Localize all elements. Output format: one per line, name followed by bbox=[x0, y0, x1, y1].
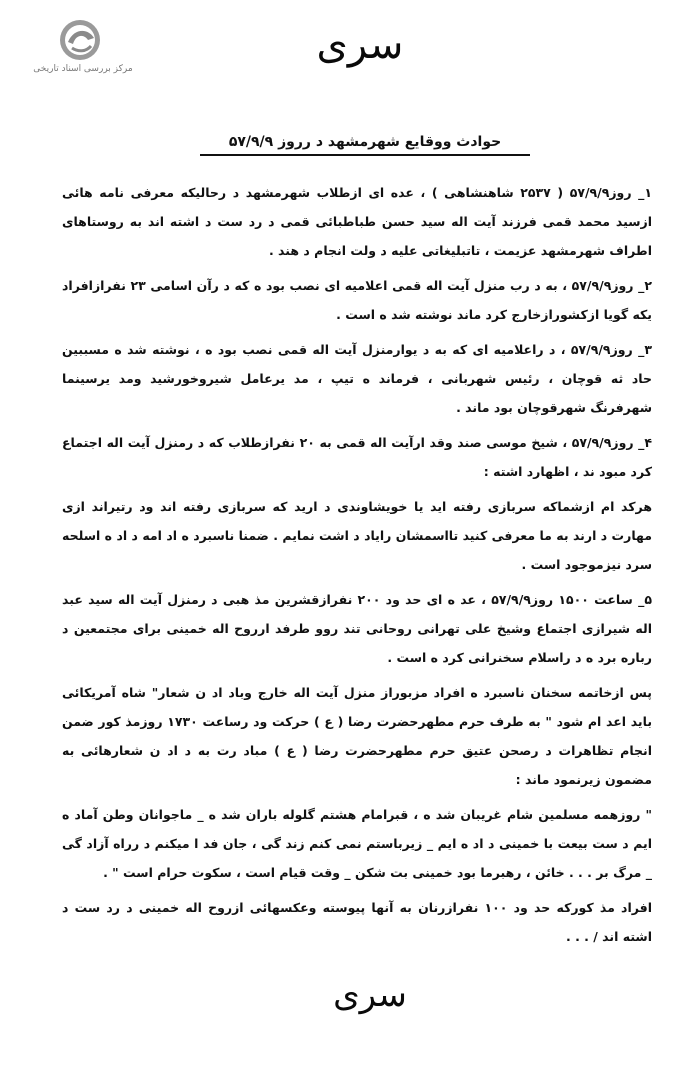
paragraph-3: ۳_ روز۵۷/۹/۹ ، د راعلامیه ای که به د یوارمنزل آیت اله قمی نصب بود ه ، نوشته شد ه مسببین حاد ثه قوچان ، رئیس شهربانی ، فرماند ه تیپ ، مد یرعامل شیروخورشید ومد یرسینما شهرفرنگ شهرقوچان بود ماند . bbox=[62, 342, 653, 415]
paragraph-5: ۵_ ساعت ۱۵۰۰ روز۵۷/۹/۹ ، عد ه ای حد ود ۲۰۰ نفرازقشرین مذ هبی د رمنزل آیت اله سید عبد اله شیرازی اجتماع وشیخ علی تهرانی روحانی تند روو طرفد ارروح اله خمینی برای مجتمعین د رباره برد ه د راسلام سخنرانی کرد ه است . bbox=[62, 592, 652, 665]
paragraph-2: ۲_ روز۵۷/۹/۹ ، به د رب منزل آیت اله قمی اعلامیه ای نصب بود ه که د رآن اسامی ۲۳ نفرازافراد یکه گویا ازکشورازخارج کرد ماند نوشته شد ه است . bbox=[62, 278, 652, 322]
classification-stamp-bottom: سری bbox=[333, 975, 407, 1015]
classification-stamp-top: سری bbox=[316, 22, 404, 68]
logo-caption: مرکز بررسی اسناد تاریخی bbox=[33, 64, 133, 74]
paragraph-4: ۴_ روز۵۷/۹/۹ ، شیخ موسی صند وقد ارآیت اله قمی به ۲۰ نفرازطلاب که د رمنزل آیت اله اجتماع کرد مبود ند ، اظهارد اشته : bbox=[62, 435, 653, 479]
closing-paragraph: افراد مذ کورکه حد ود ۱۰۰ نفرازرنان به آنها پیوسته وعکسهائی ازروح اله خمینی د رد ست د اشته اند / . . . bbox=[62, 900, 653, 944]
archive-logo-icon bbox=[58, 18, 102, 62]
document-body bbox=[62, 178, 652, 957]
paragraph-5-continued: پس ازخاتمه سخنان ناسبرد ه افراد مزبوراز منزل آیت اله خارج وباد اد ن شعار" شاه آمریکائی باید اعد ام شود " به طرف حرم مطهرحضرت رضا ( ع ) حرکت ود رساعت ۱۷۳۰ روزمذ کور ضمن انجام تظاهرات د رصحن عتیق حرم مطهرحضرت رضا ( ع ) مباد رت به د اد ن شعارهائی به مضمون زیرنمود ماند : bbox=[62, 685, 653, 787]
slogans-quote: " روزهمه مسلمین شام غریبان شد ه ، قبرامام هشتم گلوله باران شد ه _ ماجوانان وطن آماد ه ایم د ست بیعت با خمینی د اد ه ایم _ زیرباستم نمی کنم زند گی ، جان فد ا میکنم د رراه آزاد گی _ مرگ بر . . . خائن ، رهبرما بود خمینی بت شکن _ وقت قیام است ، سکوت حرام است " . bbox=[62, 807, 652, 880]
paragraph-1: ۱_ روز۵۷/۹/۹ ( ۲۵۳۷ شاهنشاهی ) ، عده ای ازطلاب شهرمشهد د رحالیکه معرفی نامه هائی ازسید محمد قمی فرزند آیت اله سید حسن طباطبائی قمی د رد ست د اشته اند به روستاهای اطراف شهرمشهد عزیمت ، تاتبلیغاتی علیه د ولت انجام د هند . bbox=[62, 185, 653, 258]
document-title: حوادث ووقایع شهرمشهد د رروز ۵۷/۹/۹ bbox=[200, 134, 530, 156]
paragraph-4-quote: هرکد ام ازشماکه سربازی رفته اید یا خویشاوندی د ارید که سربازی رفته اند ود رتیراند ازی مهارت د ارند به ما معرفی کنید تااسمشان رایاد د اشت نمایم . ضمنا ناسبرد ه اد امه د اد ه اسلحه سرد نیزموجود است . bbox=[62, 499, 652, 572]
